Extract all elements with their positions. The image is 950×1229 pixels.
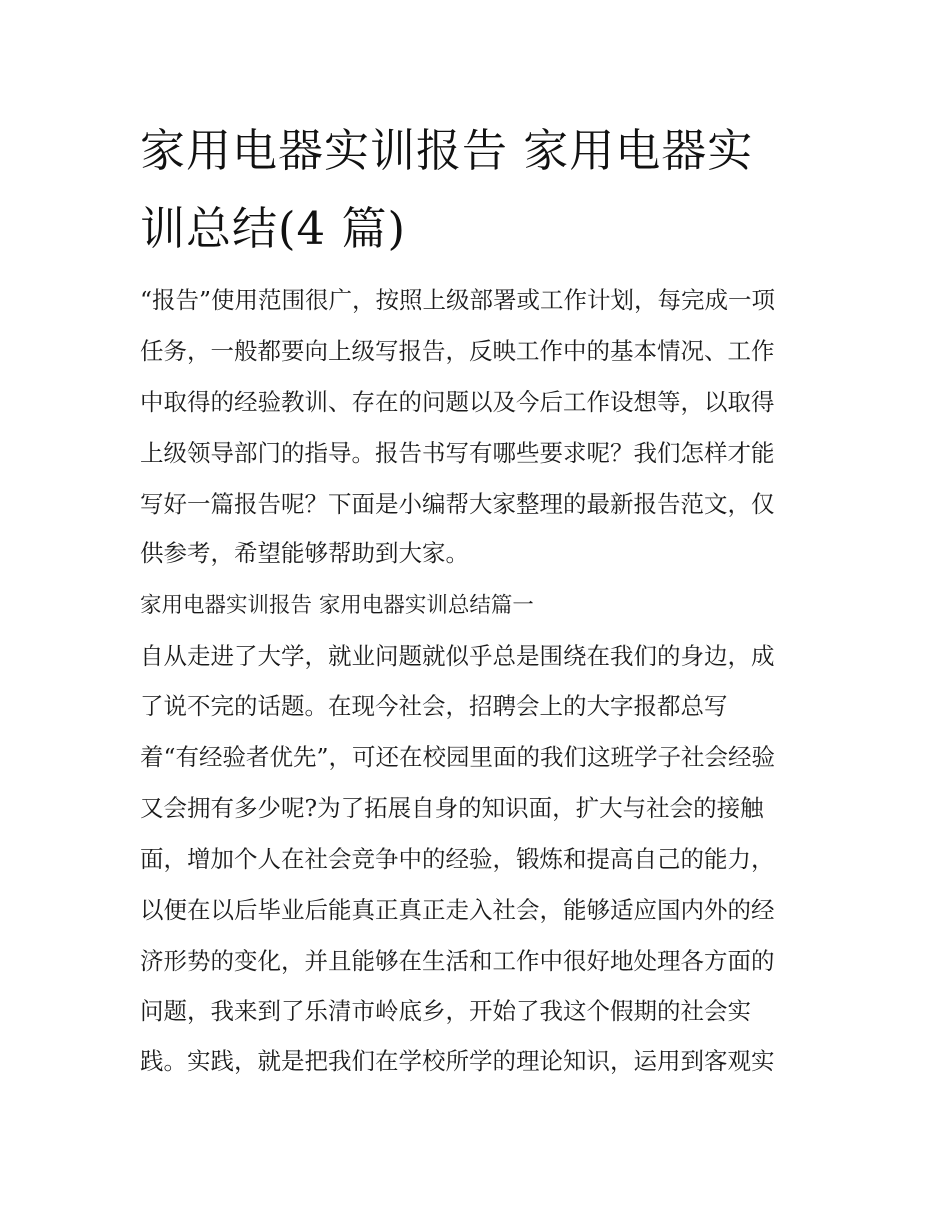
body-line: 面，增加个人在社会竞争中的经验，锻炼和提高自己的能力， [140,845,775,873]
intro-line: 任务，一般都要向上级写报告，反映工作中的基本情况、工作 [140,337,775,365]
body-line: 了说不完的话题。在现今社会，招聘会上的大字报都总写 [140,692,728,720]
intro-line: 写好一篇报告呢？下面是小编帮大家整理的最新报告范文，仅 [140,490,775,518]
body-line: 又会拥有多少呢?为了拓展自身的知识面，扩大与社会的接触 [140,794,764,822]
document-title [140,112,820,268]
title-line-2: 训总结(4 篇) [140,202,407,255]
intro-line: “报告”使用范围很广，按照上级部署或工作计划，每完成一项 [140,286,776,314]
body-line: 着“有经验者优先”，可还在校园里面的我们这班学子社会经验 [140,743,776,771]
body-line: 践。实践，就是把我们在学校所学的理论知识，运用到客观实 [140,1047,775,1075]
intro-line: 上级领导部门的指导。报告书写有哪些要求呢？我们怎样才能 [140,439,775,467]
intro-line: 中取得的经验教训、存在的问题以及今后工作设想等，以取得 [140,388,775,416]
body-line: 济形势的变化，并且能够在生活和工作中很好地处理各方面的 [140,947,775,975]
intro-line: 供参考，希望能够帮助到大家。 [140,539,469,567]
section-heading: 家用电器实训报告 家用电器实训总结篇一 [140,593,534,618]
body-line: 以便在以后毕业后能真正真正走入社会，能够适应国内外的经 [140,896,775,924]
title-line-1: 家用电器实训报告 家用电器实 [140,124,754,177]
body-line: 自从走进了大学，就业问题就似乎总是围绕在我们的身边，成 [140,642,775,670]
body-line: 问题，我来到了乐清市岭底乡，开始了我这个假期的社会实 [140,997,751,1025]
